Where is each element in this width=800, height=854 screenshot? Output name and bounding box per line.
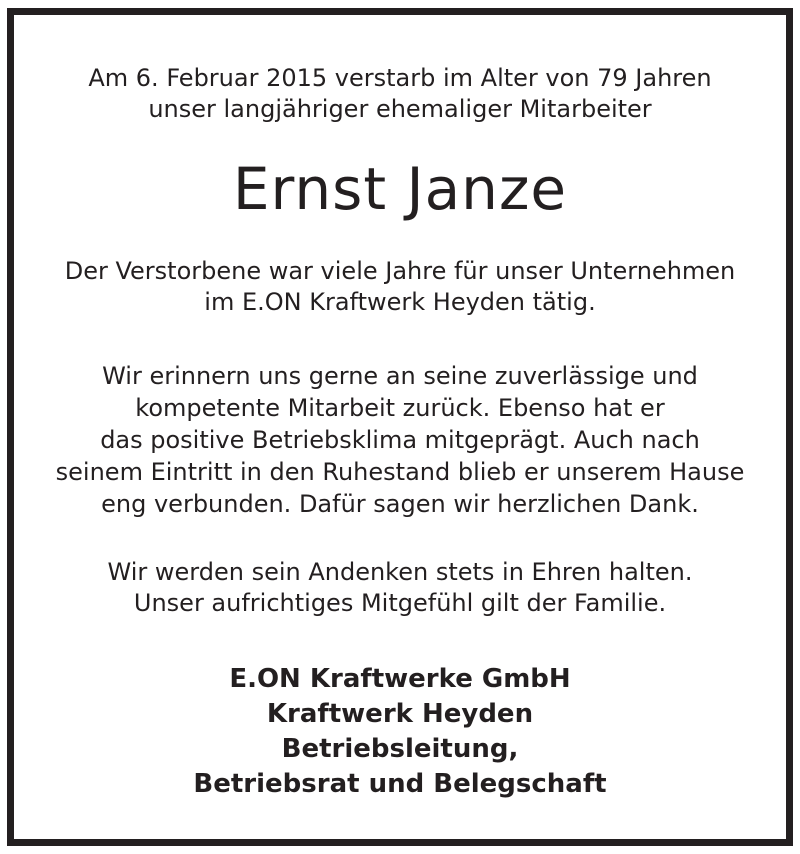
intro-line: Am 6. Februar 2015 verstarb im Alter von 79 Jahren	[88, 64, 712, 92]
intro-line: unser langjähriger ehemaliger Mitarbeiter	[148, 95, 652, 123]
paragraph-line: Unser aufrichtiges Mitgefühl gilt der Familie.	[133, 589, 667, 617]
paragraph-condolence	[14, 557, 786, 619]
signature-line: E.ON Kraftwerke GmbH	[229, 664, 571, 694]
paragraph-line: seinem Eintritt in den Ruhestand blieb er unserem Hause	[55, 458, 745, 486]
paragraph-line: Wir erinnern uns gerne an seine zuverlässige und	[102, 362, 698, 390]
paragraph-line: das positive Betriebsklima mitgeprägt. Auch nach	[100, 426, 700, 454]
signature-line: Betriebsrat und Belegschaft	[193, 769, 607, 799]
signature-line: Kraftwerk Heyden	[266, 699, 534, 729]
signature-block	[14, 662, 786, 802]
signature-line: Betriebsleitung,	[281, 734, 519, 764]
paragraph-line: Der Verstorbene war viele Jahre für unser Unternehmen	[64, 257, 736, 285]
intro-text	[14, 63, 786, 125]
paragraph-line: eng verbunden. Dafür sagen wir herzlichen Dank.	[101, 490, 699, 518]
paragraph-tribute	[14, 360, 786, 520]
paragraph-line: kompetente Mitarbeit zurück. Ebenso hat er	[135, 394, 665, 422]
paragraph-line: im E.ON Kraftwerk Heyden tätig.	[204, 288, 596, 316]
deceased-name: Ernst Janze	[232, 155, 568, 223]
paragraph-line: Wir werden sein Andenken stets in Ehren halten.	[107, 558, 693, 586]
paragraph-career	[14, 256, 786, 318]
obituary-notice	[7, 8, 793, 846]
